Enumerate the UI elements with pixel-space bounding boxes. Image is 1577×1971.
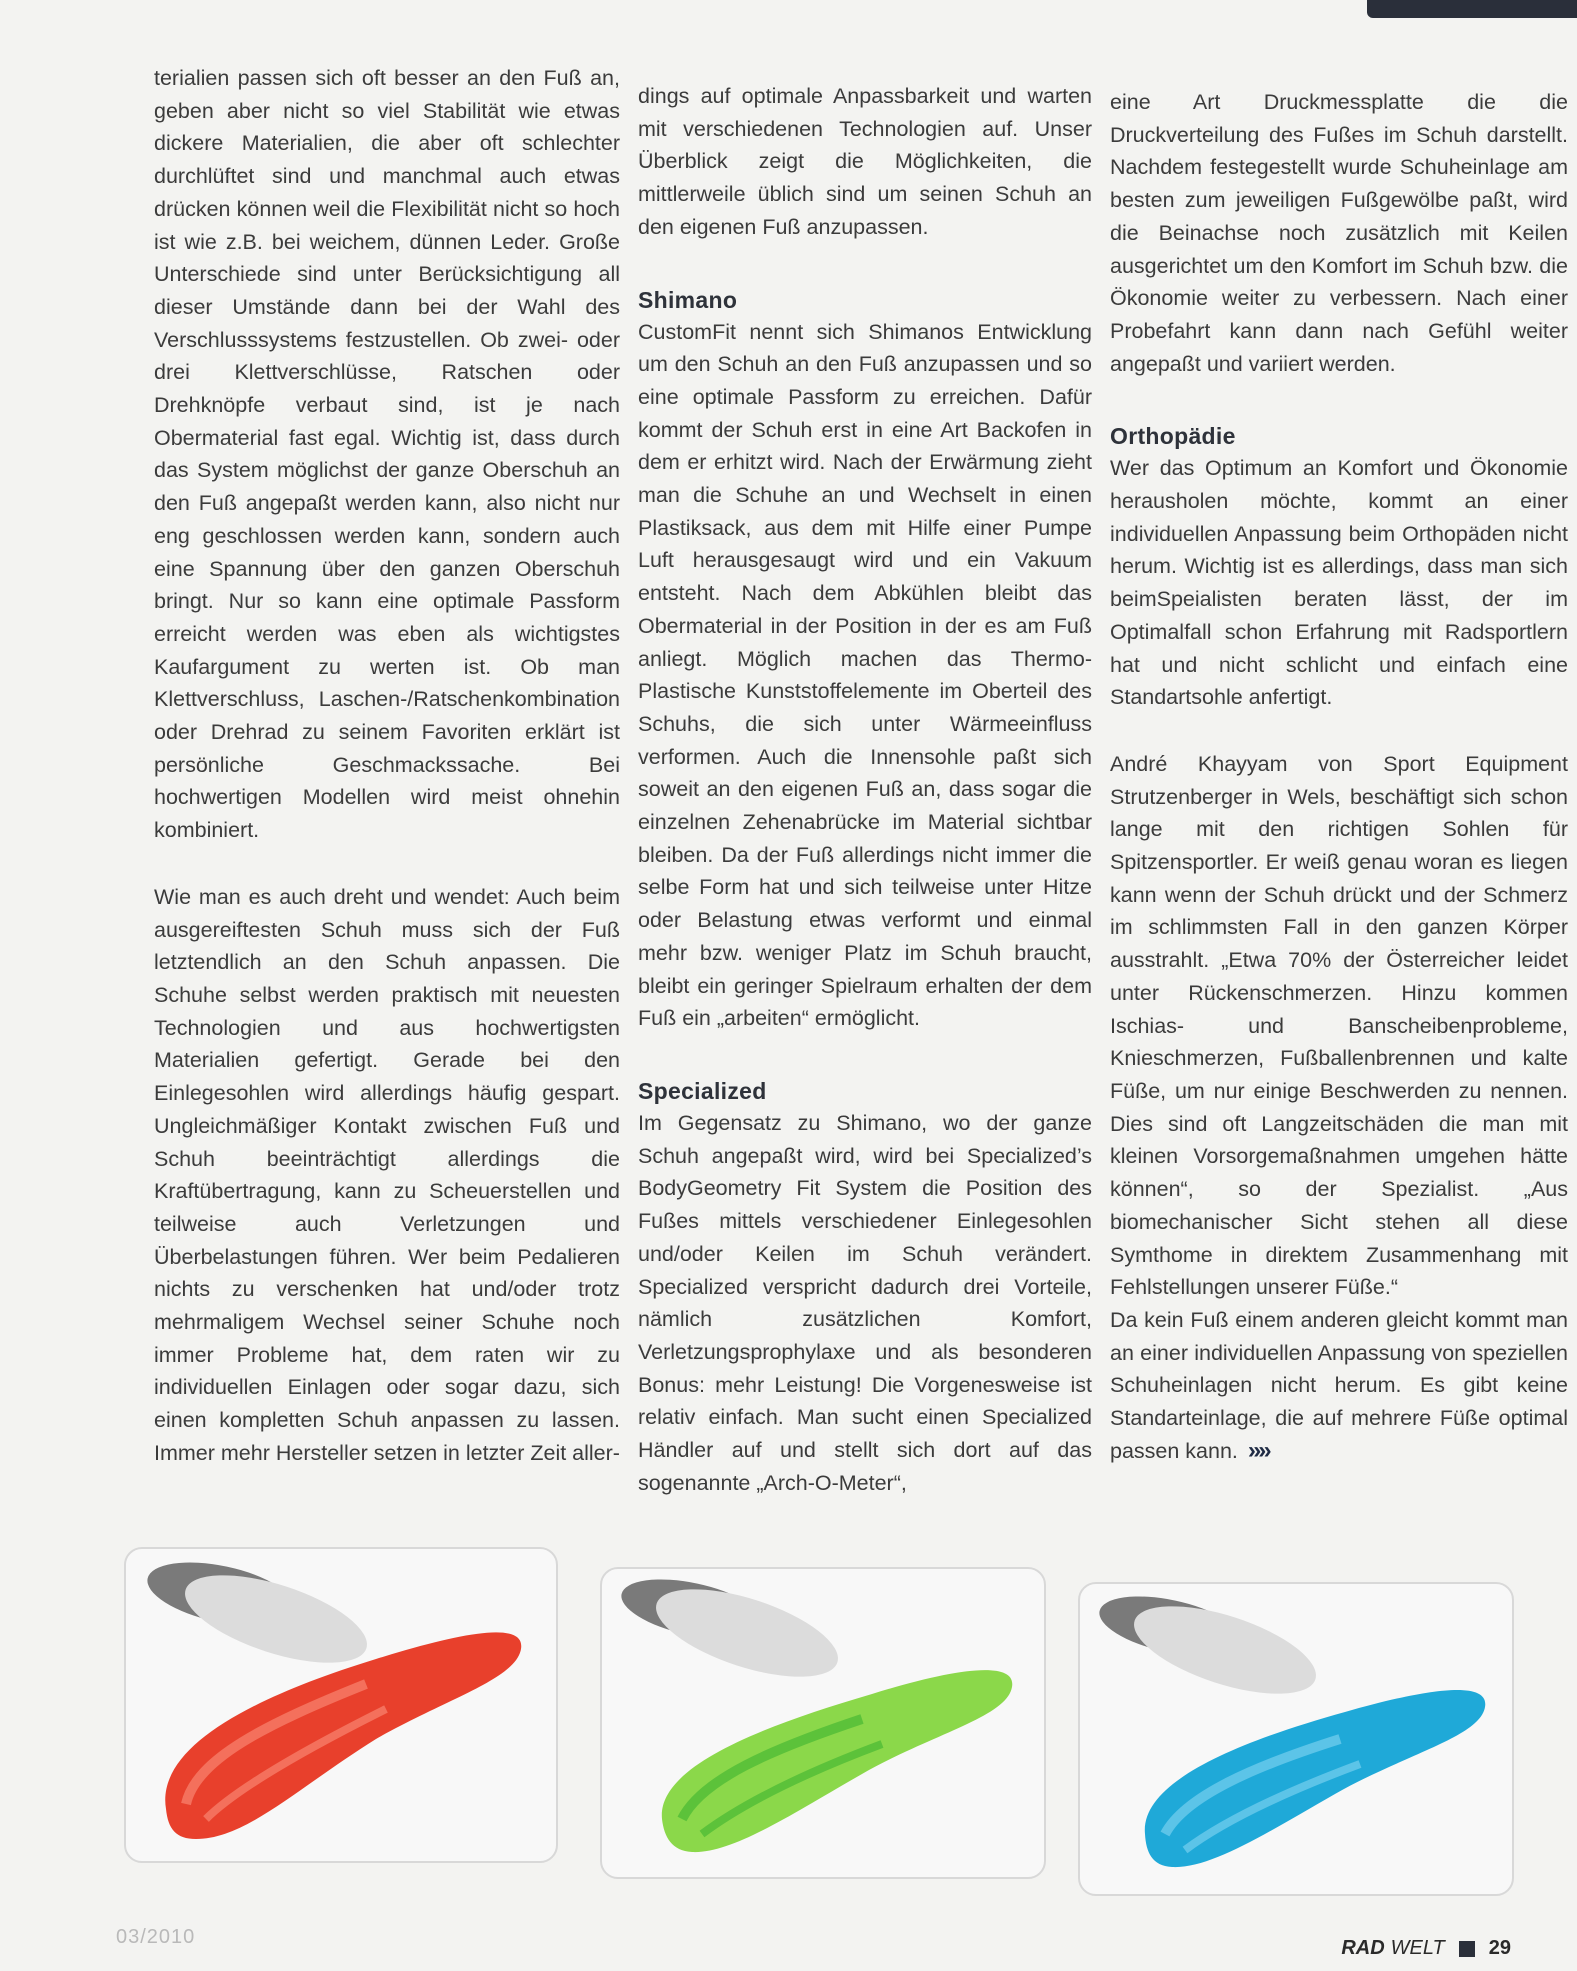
paragraph: Wie man es auch dreht und wendet: Auch beim ausgereiftesten Schuh muss sich der Fuß letztendlich an den Schuh anpassen. Die Schuhe selbst werden praktisch mit neuesten Technologien und aus hochwertigsten Materialien gefertigt. Gerade bei den Einlegesohlen wird allerdings häufig gespart. Ungleichmäßiger Kontakt zwischen Fuß und Schuh beeinträchtigt allerdings die Kraftübertragung, kann zu Scheuerstellen und teilweise auch Verletzungen und Überbelastungen führen. Wer beim Pedalieren nichts zu verschenken hat und/oder trotz mehrmaligem Wechsel seiner Schuhe noch immer Probleme hat, dem raten wir zu individuellen Einlagen oder sogar dazu, sich einen kompletten Schuh anpassen zu lassen. Immer mehr Hersteller setzen in letzter Zeit aller- xyxy=(154,884,620,1465)
paragraph: dings auf optimale Anpassbarkeit und warten mit verschiedenen Technologien auf. Unser Überblick zeigt die Möglichkeiten, die mittlerweile üblich sind um seinen Schuh an den eigenen Fuß anzupassen. xyxy=(638,84,1092,239)
paragraph: Im Gegensatz zu Shimano, wo der ganze Schuh angepaßt wird, wird bei Specialized’s BodyGeometry Fit System die Position des Fußes mittels verschiedener Einlegesohlen und/oder Keilen im Schuh verändert. Specialized verspricht dadurch drei Vorteile, nämlich zusätzlichen Komfort, Verletzungsprophylaxe und als besonderen Bonus: mehr Leistung! Die Vorgenesweise ist relativ einfach. Man sucht einen Specialized Händler auf und stellt sich dort auf das sogenannte „Arch-O-Meter“, xyxy=(638,1110,1092,1495)
paragraph: terialien passen sich oft besser an den Fuß an, geben aber nicht so viel Stabilität wie etwas dickere Materialien, die aber oft schlechter durchlüftet sind und manchmal auch etwas drücken können weil die Flexibilität nicht so hoch ist wie z.B. bei weichem, dünnen Leder. Große Unterschiede sind unter Berücksichtigung all dieser Umstände dann bei der Wahl des Verschlusssystems festzustellen. Ob zwei- oder drei Klettverschlüsse, Ratschen oder Drehknöpfe verbaut sind, ist je nach Obermaterial fast egal. Wichtig ist, dass durch das System möglichst der ganze Oberschuh an den Fuß angepaßt werden kann, also nicht nur eng geschlossen werden kann, sondern auch eine Spannung über den ganzen Oberschuh bringt. Nur so kann eine optimale Passform erreicht werden was eben als wichtigstes Kaufargument zu werten ist. Ob man Klettverschluss, Laschen-/Ratschenkombination oder Drehrad zu seinem Favoriten erklärt ist persönliche Geschmackssache. Bei hochwertigen Modellen wird meist ohnehin kombiniert. xyxy=(154,66,620,843)
magazine-brand xyxy=(1341,1937,1511,1960)
header-banner xyxy=(1367,0,1577,18)
insole-red-icon xyxy=(126,1549,556,1861)
section-heading-orthopaedie: Orthopädie xyxy=(1110,423,1236,450)
brand-name-bold: RAD xyxy=(1341,1937,1385,1959)
paragraph: CustomFit nennt sich Shimanos Entwicklung um den Schuh an den Fuß anzupassen und so eine optimale Passform zu erreichen. Dafür kommt der Schuh erst in eine Art Backofen in dem er erhitzt wird. Nach der Erwärmung zieht man die Schuhe an und Wechselt in einen Plastiksack, aus dem mit Hilfe einer Pumpe Luft herausgesaugt wird und ein Vakuum entsteht. Nach dem Abkühlen bleibt das Obermaterial in der Position in der es am Fuß anliegt. Möglich machen das Thermo-Plastische Kunststoffelemente im Oberteil des Schuhs, die sich unter Wärmeeinfluss verformen. Auch die Innensohle paßt sich soweit an den eigenen Fuß an, dass sogar die einzelnen Zehenabrücke im Material sichtbar bleiben. Da der Fuß allerdings nicht immer die selbe Form hat und sich teilweise unter Hitze oder Belastung etwas verformt und einmal mehr bzw. weniger Platz im Schuh braucht, bleibt ein geringer Spielraum erhalten der dem Fuß ein „arbeiten“ ermöglicht. xyxy=(638,319,1092,1031)
square-icon xyxy=(1459,1941,1475,1957)
section-heading-specialized: Specialized xyxy=(638,1077,767,1104)
section-heading-shimano: Shimano xyxy=(638,286,738,313)
column-3 xyxy=(1110,86,1568,1467)
column-2 xyxy=(638,80,1092,1499)
insole-blue-icon xyxy=(1080,1584,1512,1894)
paragraph xyxy=(1110,1304,1568,1468)
paragraph: Wer das Optimum an Komfort und Ökonomie herausholen möchte, kommt an einer individuellen Anpassung beim Orthopäden nicht herum. Wichtig ist es allerdings, dass man sich beimSpeialisten beraten lässt, der im Optimalfall schon Erfahrung mit Radsportlern hat und nicht schlicht und einfach eine Standartsohle anfertigt. xyxy=(1110,456,1568,710)
insole-green-icon xyxy=(602,1569,1044,1877)
insole-photo-green xyxy=(600,1567,1046,1879)
paragraph: André Khayyam von Sport Equipment Strutzenberger in Wels, beschäftigt sich schon lange mit den richtigen Sohlen für Spitzensportler. Er weiß genau woran es liegen kann wenn der Schuh drückt und der Schmerz im schlimmsten Fall in den ganzen Körper ausstrahlt. „Etwa 70% der Österreicher leidet unter Rückenschmerzen. Hinzu kommen Ischias- und Banscheibenprobleme, Knieschmerzen, Fußballenbrennen und kalte Füße, um nur einige Beschwerden zu nennen. Dies sind oft Langzeitschäden die man mit kleinen Vorsorgemaßnahmen umgehen hätte können“, so der Spezialist. „Aus biomechanischer Sicht stehen all diese Symthome in direktem Zusammenhang mit Fehlstellungen unserer Füße.“ xyxy=(1110,751,1568,1300)
paragraph: eine Art Druckmessplatte die die Druckverteilung des Fußes im Schuh darstellt. Nachdem festegestellt wurde Schuheinlage am besten zum jeweiligen Fußgewölbe paßt, wird die Beinachse noch zusätzlich mit Keilen ausgerichtet um den Komfort im Schuh bzw. die Ökonomie weiter zu verbessern. Nach einer Probefahrt kann dann nach Gefühl weiter angepaßt und variiert werden. xyxy=(1110,90,1568,376)
brand-name-light: WELT xyxy=(1390,1937,1445,1959)
continue-arrows-icon: »» xyxy=(1247,1436,1269,1464)
insole-photo-red xyxy=(124,1547,558,1863)
insole-photo-blue xyxy=(1078,1582,1514,1896)
closing-text: Da kein Fuß einem anderen gleicht kommt man an einer individuellen Anpassung von speziellen Schuheinlagen nicht herum. Es gibt keine Standarteinlage, die auf mehrere Füße optimal passen kann. xyxy=(1110,1307,1568,1463)
issue-date: 03/2010 xyxy=(116,1926,196,1948)
column-1 xyxy=(154,62,620,1470)
page-number: 29 xyxy=(1488,1937,1511,1959)
